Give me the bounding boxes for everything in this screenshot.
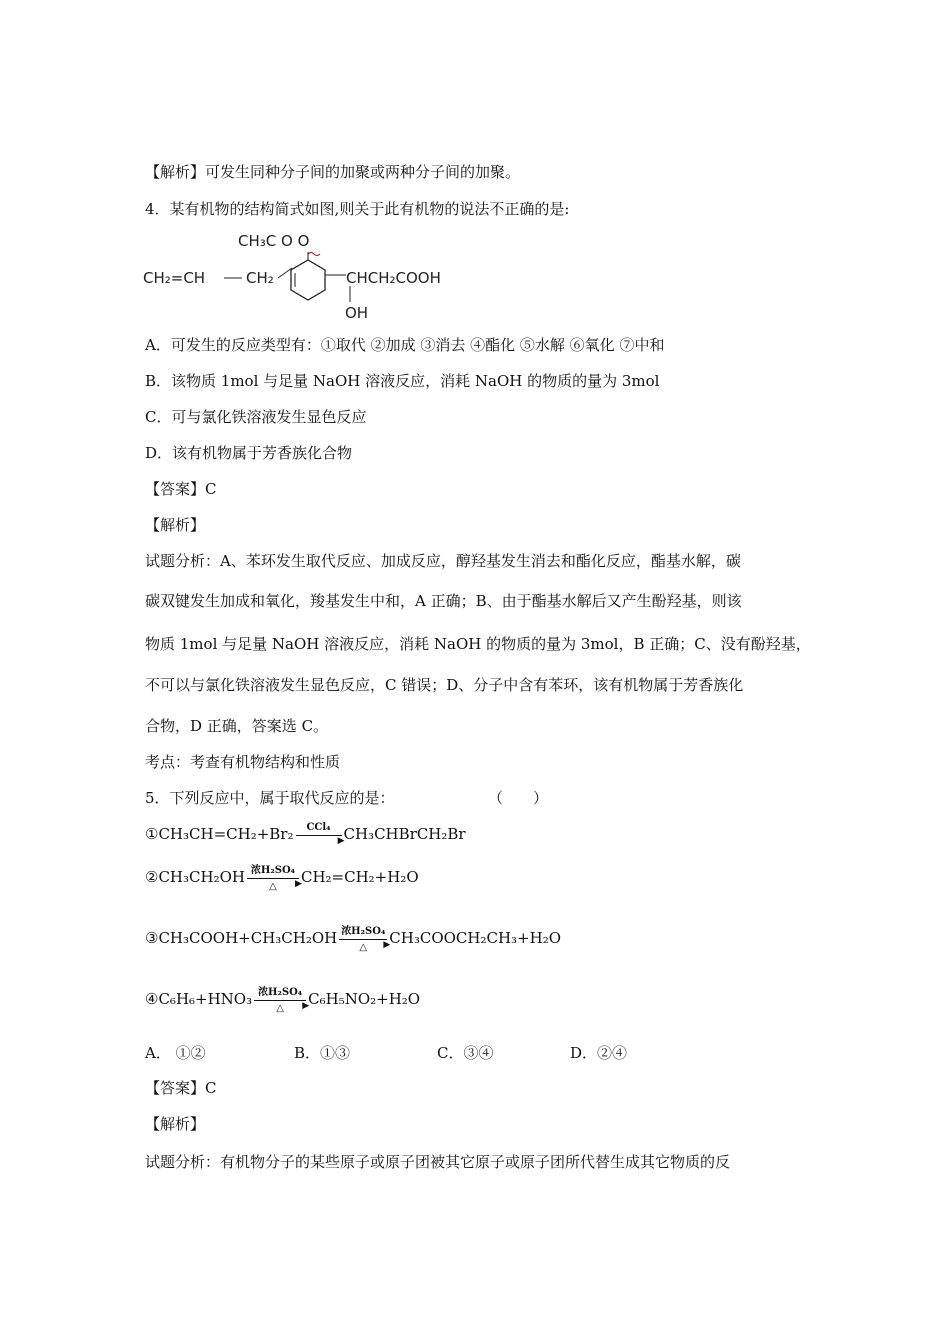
eq3-condition-bottom: △ xyxy=(359,942,368,953)
equation-2 xyxy=(145,861,419,895)
benzene-ring xyxy=(291,260,325,300)
analysis-5-heading: 【解析】 xyxy=(145,1115,206,1133)
equation-3 xyxy=(145,922,561,956)
eq4-condition-bottom: △ xyxy=(276,1003,284,1014)
eq1-products: CH₃CHBrCH₂Br xyxy=(343,825,466,843)
equation-4 xyxy=(145,983,420,1017)
oh-label: OH xyxy=(345,304,369,322)
analysis-5-p1: 试题分析：有机物分子的某些原子或原子团被其它原子或原子团所代替生成其它物质的反 xyxy=(145,1153,731,1171)
wavy-mark xyxy=(308,253,320,256)
answer-4: 【答案】C xyxy=(145,480,217,498)
eq4-arrow: 浓H₂SO₄ ▶ △ xyxy=(254,983,306,1017)
eq3-products: CH₃COOCH₂CH₃+H₂O xyxy=(389,929,562,947)
eq4-reactants: ④C₆H₆+HNO₃ xyxy=(145,990,253,1008)
eq2-condition-top: 浓H₂SO₄ xyxy=(250,865,296,876)
eq2-condition-bottom: △ xyxy=(269,881,277,892)
question-4: 4．某有机物的结构简式如图,则关于此有机物的说法不正确的是: xyxy=(145,200,570,218)
chain-label: CHCH₂COOH xyxy=(346,269,441,287)
eq2-reactants: ②CH₃CH₂OH xyxy=(145,868,245,886)
vinyl-label: CH₂=CH xyxy=(143,269,206,287)
equation-1 xyxy=(145,818,466,852)
option-b: B．该物质 1mol 与足量 NaOH 溶液反应，消耗 NaOH 的物质的量为 3mol xyxy=(145,372,660,390)
eq1-reactants: ①CH₃CH=CH₂+Br₂ xyxy=(145,825,294,843)
analysis-4-p1: 试题分析：A、苯环发生取代反应、加成反应，醇羟基发生消去和酯化反应，酯基水解，碳 xyxy=(145,552,741,570)
eq3-arrow: 浓H₂SO₄ ▶ △ xyxy=(339,922,387,956)
analysis-4-p5: 合物，D 正确，答案选 C。 xyxy=(145,717,329,735)
analysis-4-p2: 碳双键发生加成和氧化，羧基发生中和，A 正确；B、由于酯基水解后又产生酚羟基，则该 xyxy=(145,592,742,610)
eq3-condition-top: 浓H₂SO₄ xyxy=(341,926,386,937)
choice-b: B．①③ xyxy=(294,1044,351,1062)
eq1-condition: CCl₄ xyxy=(306,822,331,833)
eq1-arrow: CCl₄ ▶ xyxy=(296,818,342,852)
eq4-condition-top: 浓H₂SO₄ xyxy=(258,987,303,998)
choice-d: D．②④ xyxy=(570,1044,628,1062)
eq4-products: C₆H₅NO₂+H₂O xyxy=(308,990,421,1008)
ch2-label: CH₂ xyxy=(246,269,274,287)
option-a: A．可发生的反应类型有：①取代 ②加成 ③消去 ④酯化 ⑤水解 ⑥氧化 ⑦中和 xyxy=(145,336,665,354)
option-c: C．可与氯化铁溶液发生显色反应 xyxy=(145,408,367,426)
analysis-4-heading: 【解析】 xyxy=(145,516,206,534)
bond xyxy=(278,268,292,278)
eq2-arrow: 浓H₂SO₄ ▶ △ xyxy=(247,861,299,895)
answer-bracket: （ ） xyxy=(488,789,549,807)
eq3-reactants: ③CH₃COOH+CH₃CH₂OH xyxy=(145,929,338,947)
structure-diagram xyxy=(140,228,480,326)
option-d: D．该有机物属于芳香族化合物 xyxy=(145,444,353,462)
point-4: 考点：考查有机物结构和性质 xyxy=(145,753,341,771)
choice-c: C．③④ xyxy=(437,1044,494,1062)
choice-a: A． ①② xyxy=(145,1044,206,1062)
analysis-line: 【解析】可发生同种分子间的加聚或两种分子间的加聚。 xyxy=(145,163,521,181)
acetyl-label: CH₃C O O xyxy=(238,232,310,250)
analysis-4-p4: 不可以与氯化铁溶液发生显色反应，C 错误；D、分子中含有苯环，该有机物属于芳香族化 xyxy=(145,676,744,694)
eq2-products: CH₂=CH₂+H₂O xyxy=(300,868,419,886)
question-5: 5．下列反应中，属于取代反应的是： xyxy=(145,789,395,807)
answer-5: 【答案】C xyxy=(145,1079,217,1097)
analysis-4-p3: 物质 1mol 与足量 NaOH 溶液反应，消耗 NaOH 的物质的量为 3mol，B 正确；C、没有酚羟基， xyxy=(145,635,811,653)
